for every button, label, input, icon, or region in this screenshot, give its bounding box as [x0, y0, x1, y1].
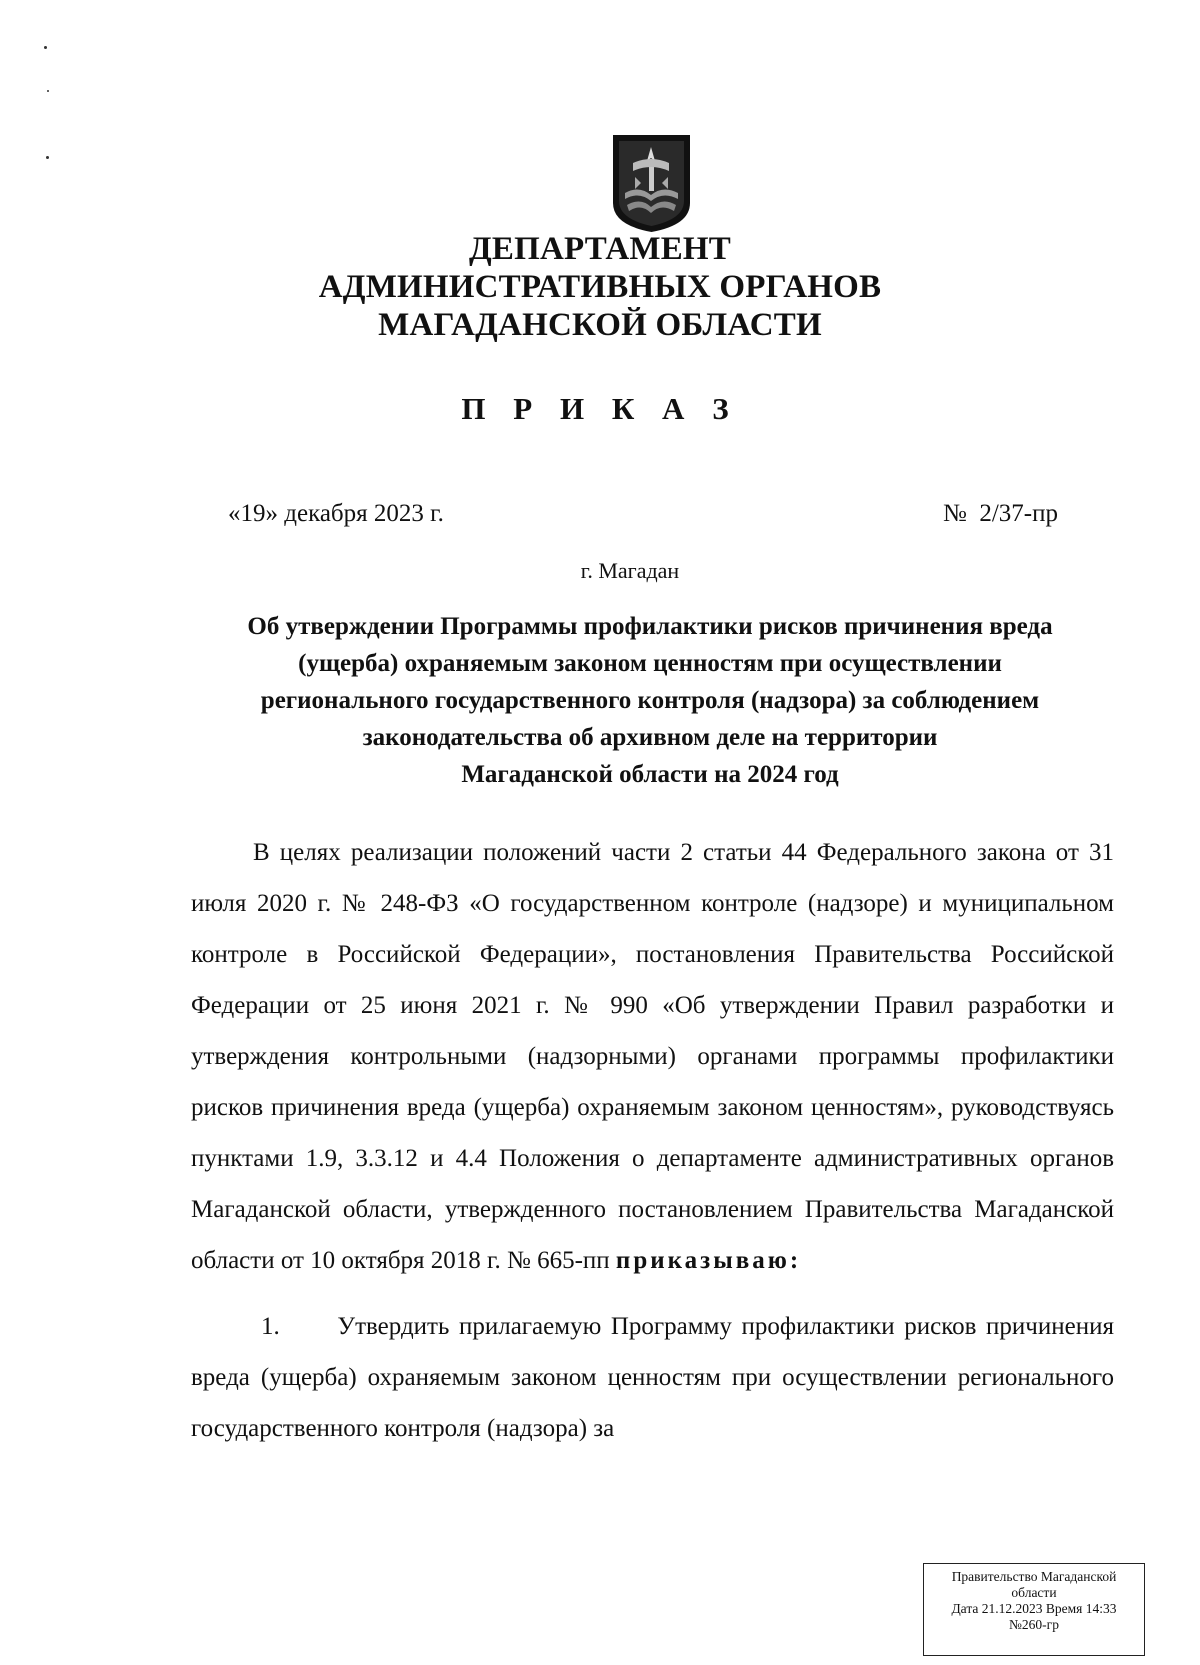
scan-speck: [46, 156, 49, 159]
coat-of-arms-icon: [611, 133, 692, 234]
item-1-paragraph: [191, 1301, 1114, 1454]
subject-line: законодательства об архивном деле на территории: [362, 724, 938, 751]
preamble-text: В целях реализации положений части 2 статьи 44 Федерального закона от 31 июля 2020 г. № 248-ФЗ «О государственном контроле (надзоре) и муниципальном контроле в Российской Федерации», постановления Правительства Российской Федерации от 25 июня 2021 г. № 990 «Об утверждении Правил разработки и утверждения контрольными (надзорными) органами программы профилактики рисков причинения вреда (ущерба) охраняемым законом ценностям», руководствуясь пунктами 1.9, 3.3.12 и 4.4 Положения о департаменте административных органов Магаданской области, утвержденного постановлением Правительства Магаданской области от 10 октября 2018 г. № 665-пп: [191, 839, 1114, 1274]
stamp-line: Дата 21.12.2023 Время 14:33: [951, 1601, 1117, 1616]
issue-city: [0, 558, 1200, 584]
document-type-heading: П Р И К А З: [461, 391, 739, 426]
order-date: «19» декабря 2023 г.: [228, 500, 444, 527]
preamble-paragraph: [191, 827, 1114, 1286]
item-1-number: 1.: [261, 1313, 280, 1340]
stamp-line: Правительство Магаданской: [951, 1569, 1117, 1584]
registration-stamp: [923, 1563, 1145, 1656]
order-subject: [190, 608, 1110, 793]
order-number: № 2/37-пр: [943, 500, 1059, 527]
scan-speck: [44, 46, 47, 49]
department-name-line3: МАГАДАНСКОЙ ОБЛАСТИ: [378, 307, 822, 343]
subject-line: Магаданской области на 2024 год: [461, 761, 839, 788]
scan-speck: [47, 90, 49, 92]
department-name-line1: ДЕПАРТАМЕНТ: [468, 231, 731, 267]
subject-line: регионального государственного контроля (надзора) за соблюдением: [260, 687, 1040, 714]
command-word: приказываю:: [615, 1247, 802, 1274]
stamp-line: области: [1011, 1585, 1057, 1600]
subject-line: (ущерба) охраняемым законом ценностям при осуществлении: [298, 650, 1002, 677]
issue-city-text: г. Магадан: [580, 558, 680, 583]
stamp-line: №260-гр: [1009, 1617, 1059, 1632]
item-1-text: Утвердить прилагаемую Программу профилактики рисков причинения вреда (ущерба) охраняемым законом ценностям при осуществлении регионального государственного контроля (надзора) за: [191, 1313, 1114, 1442]
department-name-line2: АДМИНИСТРАТИВНЫХ ОРГАНОВ: [318, 269, 882, 305]
subject-line: Об утверждении Программы профилактики рисков причинения вреда: [247, 613, 1053, 640]
